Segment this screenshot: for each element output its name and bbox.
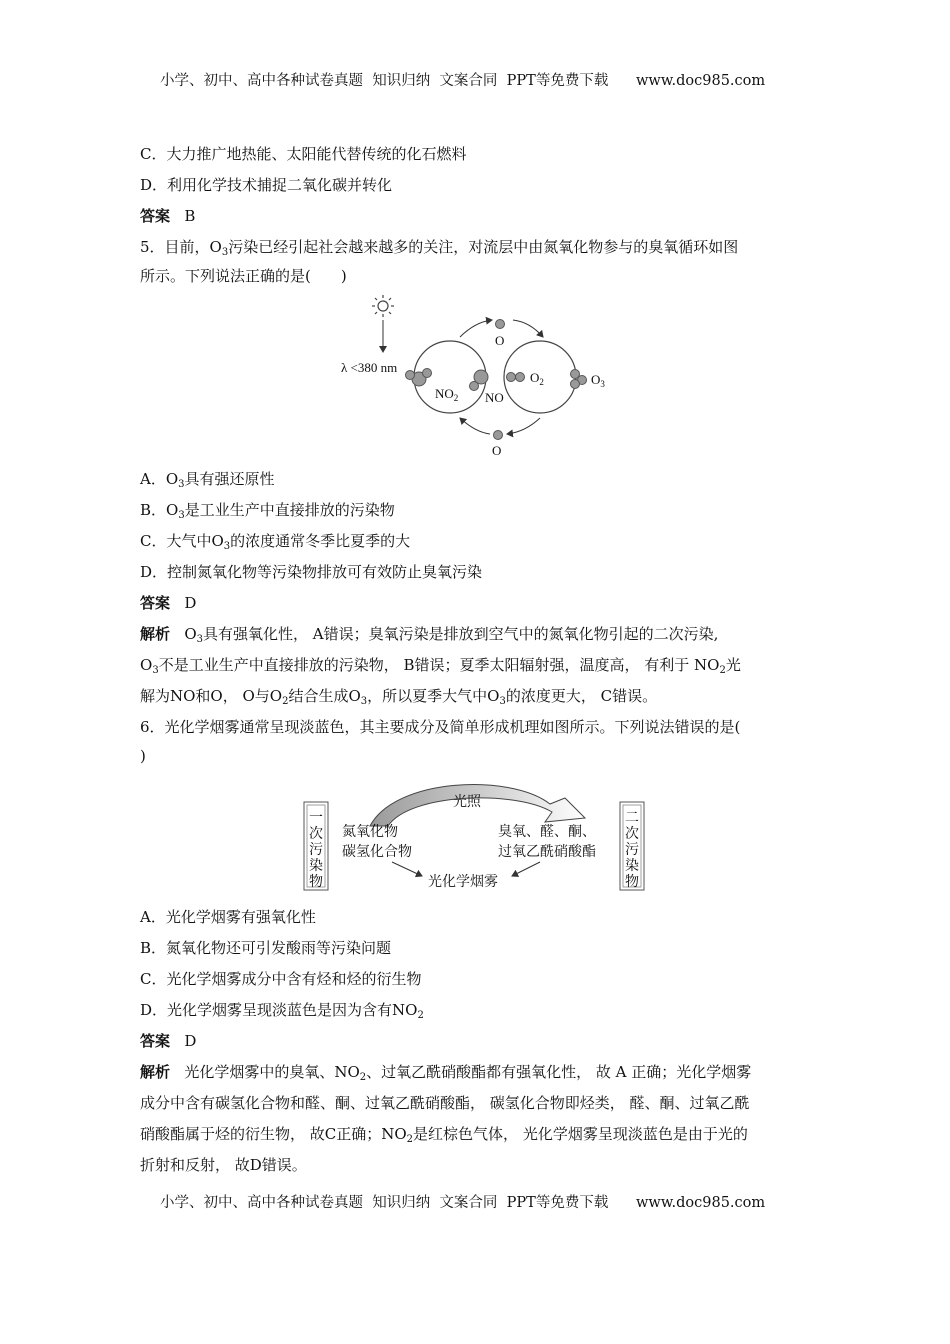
wavelength-label: λ <380 nm	[341, 360, 398, 375]
o-bottom-label: O	[492, 443, 502, 458]
top-arc-arrow-right	[513, 320, 543, 337]
q5-option-a: A．$O_3$具有强还原性	[140, 470, 275, 490]
secondary-box-char-3: 污	[625, 843, 639, 858]
answer-value: D	[184, 1032, 197, 1050]
photochemical-smog-diagram	[300, 778, 655, 896]
primary-to-smog-arrow	[392, 862, 422, 876]
answer-label: 答案	[140, 1032, 171, 1050]
q4-option-d: D．利用化学技术捕捉二氧化碳并转化	[140, 176, 393, 194]
q6-analysis-line3: 硝酸酯属于烃的衍生物， 故C正确；$NO_2$是红棕色气体， 光化学烟雾呈现淡蓝色是由于光的	[140, 1125, 748, 1145]
no-molecule	[470, 370, 489, 391]
o-top-label: O	[495, 333, 505, 348]
q6-option-b: B．氮氧化物还可引发酸雨等污染问题	[140, 939, 392, 957]
q5-option-d: D．控制氮氧化物等污染物排放可有效防止臭氧污染	[140, 563, 483, 581]
secondary-box-char-2: 次	[625, 827, 639, 842]
no2-label: $NO_2$	[435, 386, 459, 403]
q6-stem-line2: )	[140, 747, 146, 765]
answer-value: D	[184, 594, 197, 612]
q5-answer	[140, 593, 196, 613]
q5-analysis-line1: 解析 $O_3$具有强氧化性， A错误；臭氧污染是排放到空气中的氮氧化物引起的二次污染,	[140, 625, 719, 645]
primary-box-char-4: 染	[309, 859, 323, 874]
answer-label: 答案	[140, 207, 171, 225]
q6-option-c: C．光化学烟雾成分中含有烃和烃的衍生物	[140, 970, 422, 988]
q5-analysis-line2: $O_3$不是工业生产中直接排放的污染物， B错误；夏季太阳辐射强，温度高， 有利于 $NO_2$光	[140, 656, 741, 676]
q6-analysis-line4: 折射和反射， 故D错误。	[140, 1156, 307, 1174]
primary-box-char-1: 一	[309, 811, 323, 826]
secondary-item-1: 臭氧、醛、酮、	[498, 825, 596, 840]
q5-stem-line2: 所示。下列说法正确的是( )	[140, 267, 347, 285]
primary-box-char-3: 污	[309, 843, 323, 858]
oxygen-atom-top	[496, 320, 505, 329]
analysis-label: 解析	[140, 1063, 171, 1081]
q5-analysis-line3: 解为NO和O， O与$O_2$结合生成$O_3$，所以夏季大气中$O_3$的浓度更大， C错误。	[140, 687, 658, 707]
primary-item-1: 氮氧化物	[342, 825, 398, 840]
secondary-to-smog-arrow	[512, 862, 540, 876]
smog-result-label: 光化学烟雾	[428, 875, 498, 890]
analysis-label: 解析	[140, 625, 171, 643]
q4-option-c: C．大力推广地热能、太阳能代替传统的化石燃料	[140, 145, 467, 163]
oxygen-atom-bottom	[494, 431, 503, 440]
q6-option-a: A．光化学烟雾有强氧化性	[140, 908, 316, 926]
q6-analysis-line1: 解析 光化学烟雾中的臭氧、$NO_2$、过氧乙酰硝酸酯都有强氧化性， 故 A 正确；光化学烟雾	[140, 1063, 752, 1083]
light-label: 光照	[453, 795, 481, 810]
bottom-arc-arrow-right	[460, 418, 490, 434]
q6-answer	[140, 1031, 196, 1051]
primary-box-char-2: 次	[309, 827, 323, 842]
q6-stem-line1: 6．光化学烟雾通常呈现淡蓝色，其主要成分及简单形成机理如图所示。下列说法错误的是(	[140, 718, 741, 736]
bottom-arc-arrow-left	[507, 418, 540, 434]
sun-icon	[372, 295, 394, 317]
answer-label: 答案	[140, 594, 171, 612]
secondary-box-char-1: 二	[625, 811, 639, 826]
o2-molecule	[507, 373, 525, 382]
q6-option-d: D．光化学烟雾呈现淡蓝色是因为含有$NO_2$	[140, 1001, 424, 1021]
q4-answer	[140, 206, 195, 226]
q6-analysis-line2: 成分中含有碳氢化合物和醛、酮、过氧乙酰硝酸酯， 碳氢化合物即烃类， 醛、酮、过氧乙酰	[140, 1094, 750, 1112]
o2-label: $O_2$	[530, 370, 544, 387]
answer-value: B	[184, 207, 196, 225]
primary-item-2: 碳氢化合物	[342, 845, 412, 860]
ozone-cycle-diagram	[335, 292, 625, 462]
page-header: 小学、初中、高中各种试卷真题 知识归纳 文案合同 PPT等免费下载 www.doc985.com	[160, 73, 766, 89]
q5-option-c: C．大气中$O_3$的浓度通常冬季比夏季的大	[140, 532, 411, 552]
page-footer: 小学、初中、高中各种试卷真题 知识归纳 文案合同 PPT等免费下载 www.doc985.com	[160, 1195, 766, 1211]
q5-stem-line1: 5．目前，$O_3$污染已经引起社会越来越多的关注，对流层中由氮氧化物参与的臭氧循环如图	[140, 238, 739, 258]
primary-box-char-5: 物	[309, 875, 323, 890]
no2-molecule	[406, 369, 432, 387]
o3-molecule	[571, 370, 587, 389]
secondary-box-char-5: 物	[625, 875, 639, 890]
o3-label: $O_3$	[591, 372, 605, 389]
no-label: NO	[485, 390, 504, 405]
secondary-box-char-4: 染	[625, 859, 639, 874]
q5-option-b: B．$O_3$是工业生产中直接排放的污染物	[140, 501, 395, 521]
secondary-item-2: 过氧乙酰硝酸酯	[498, 845, 596, 860]
top-arc-arrow-left	[460, 320, 492, 337]
